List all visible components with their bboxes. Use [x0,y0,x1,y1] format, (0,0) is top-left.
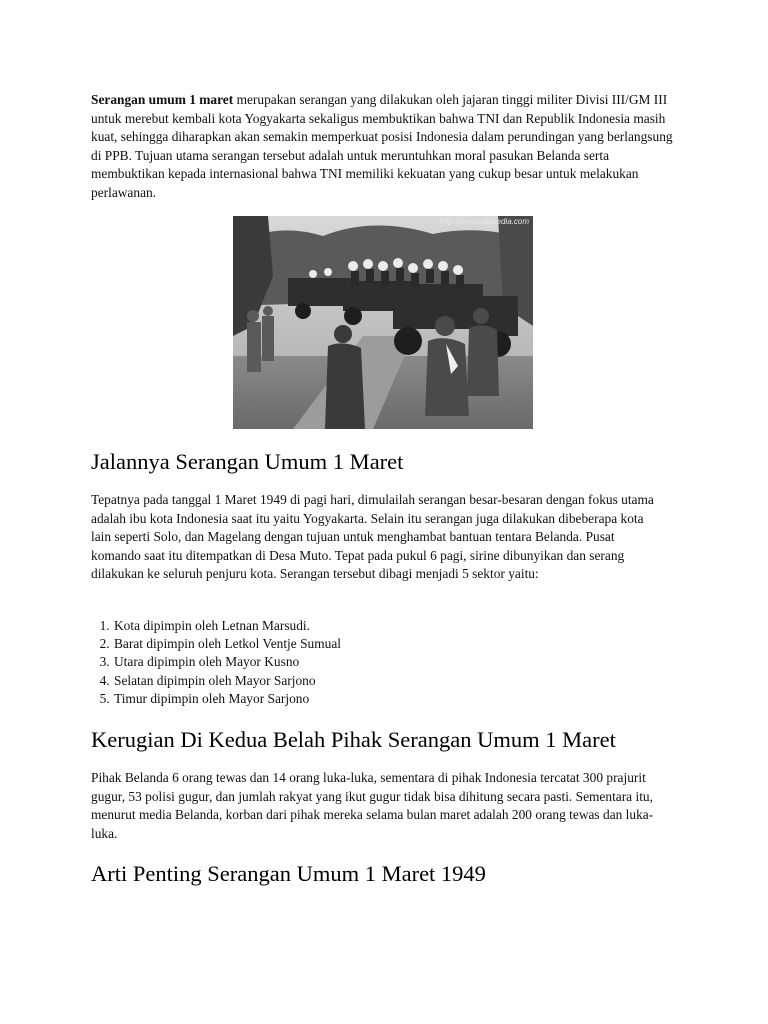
intro-lead: Serangan umum 1 maret [91,92,234,107]
intro-text: merupakan serangan yang dilakukan oleh jajaran tinggi militer Divisi III/GM III untuk merebut kembali kota Yogyakarta sekaligus membuktikan bahwa TNI dan Republik Indonesia masih kuat, sehingga diharapkan akan semakin memperkuat posisi Indonesia dalam perundingan yang berlangsung di PPB. Tujuan utama serangan tersebut adalah untuk meruntuhkan moral pasukan Belanda serta membuktikan kepada internasional bahwa TNI memiliki kekuatan yang cukup besar untuk melakukan perlawanan. [91,92,673,200]
section-heading-jalannya: Jalannya Serangan Umum 1 Maret [91,449,404,474]
list-item: 1. Kota dipimpin oleh Letnan Marsudi. [113,617,613,635]
historical-photo-convoy [233,216,533,429]
photo-watermark: http://www.wikipedia.com [439,217,529,226]
list-item: 2. Barat dipimpin oleh Letkol Ventje Sumual [113,635,613,653]
list-item: 3. Utara dipimpin oleh Mayor Kusno [113,653,613,671]
intro-paragraph [91,91,681,203]
section-heading-kerugian: Kerugian Di Kedua Belah Pihak Serangan Umum 1 Maret [91,727,616,752]
list-item: 4. Selatan dipimpin oleh Mayor Sarjono [113,672,613,690]
list-item: 5. Timur dipimpin oleh Mayor Sarjono [113,690,613,708]
jalannya-paragraph: Tepatnya pada tanggal 1 Maret 1949 di pagi hari, dimulailah serangan besar-besaran dengan fokus utama adalah ibu kota Indonesia saat itu yaitu Yogyakarta. Selain itu serangan juga dilakukan dibeberapa kota lain seperti Solo, dan Magelang dengan tujuan untuk menghambat bantuan tentara Belanda. Pusat komando saat itu ditempatkan di Desa Muto. Tepat pada pukul 6 pagi, sirine dibunyikan dan serang dilakukan ke seluruh penjuru kota. Serangan tersebut dibagi menjadi 5 sektor yaitu: [91,492,654,582]
kerugian-paragraph: Pihak Belanda 6 orang tewas dan 14 orang luka-luka, sementara di pihak Indonesia tercatat 300 prajurit gugur, 53 polisi gugur, dan jumlah rakyat yang ikut gugur tidak bisa dihitung secara pasti. Sementara itu, menurut media Belanda, korban dari pihak mereka selama bulan maret adalah 200 orang tewas dan luka-luka. [91,770,654,841]
sector-list [91,617,613,708]
section-heading-arti-penting: Arti Penting Serangan Umum 1 Maret 1949 [91,861,486,886]
